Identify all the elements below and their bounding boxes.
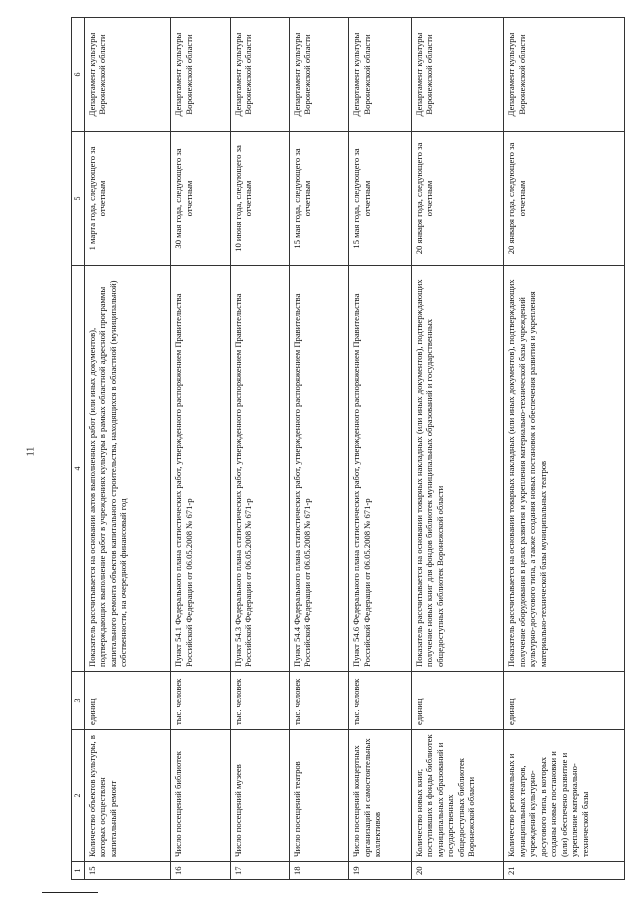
row-number: 19	[349, 862, 412, 880]
table-row	[230, 18, 289, 880]
header-row	[72, 18, 85, 880]
responsible: Департамент культуры Воронежской области	[230, 18, 289, 132]
header-col-5: 5	[72, 132, 85, 266]
unit: тыс. человек	[171, 672, 230, 730]
unit: тыс. человек	[349, 672, 412, 730]
calculation-method: Пункт 54.3 Федерального плана статистических работ, утвержденного распоряжением Правительства Российской Федерации от 06.05.2008 № 671-р	[230, 266, 289, 672]
header-col-4: 4	[72, 266, 85, 672]
deadline: 15 мая года, следующего за отчетным	[289, 132, 348, 266]
indicator-name: Количество новых книг, поступивших в фонды библиотек муниципальных образований и государственных общедоступных библиотек Воронежской области	[411, 730, 504, 862]
row-number: 20	[411, 862, 504, 880]
deadline: 1 марта года, следующего за отчетным	[85, 132, 171, 266]
responsible: Департамент культуры Воронежской области	[85, 18, 171, 132]
indicator-name: Количество региональных и муниципальных театров, учреждений культурно-досугового типа, в которых созданы новые постановки и (или) обеспечено развитие и укрепление материально-технической базы	[504, 730, 625, 862]
indicator-name: Число посещений библиотек	[171, 730, 230, 862]
indicator-name: Число посещений музеев	[230, 730, 289, 862]
unit: единиц	[411, 672, 504, 730]
table-row	[289, 18, 348, 880]
calculation-method: Пункт 54.6 Федерального плана статистических работ, утвержденного распоряжением Правительства Российской Федерации от 06.05.2008 № 671-р	[349, 266, 412, 672]
responsible: Департамент культуры Воронежской области	[289, 18, 348, 132]
row-number: 17	[230, 862, 289, 880]
header-col-1: 1	[72, 862, 85, 880]
table-row	[349, 18, 412, 880]
calculation-method: Пункт 54.1 Федерального плана статистических работ, утвержденного распоряжением Правительства Российской Федерации от 06.05.2008 № 671-р	[171, 266, 230, 672]
footnote-rule	[42, 892, 98, 893]
deadline: 15 мая года, следующего за отчетным	[349, 132, 412, 266]
indicators-table	[71, 17, 625, 880]
row-number: 18	[289, 862, 348, 880]
table-row	[171, 18, 230, 880]
header-col-2: 2	[72, 730, 85, 862]
page-number: 11	[25, 446, 37, 457]
unit: тыс. человек	[289, 672, 348, 730]
responsible: Департамент культуры Воронежской области	[349, 18, 412, 132]
responsible: Департамент культуры Воронежской области	[411, 18, 504, 132]
indicator-name: Число посещений театров	[289, 730, 348, 862]
deadline: 20 января года, следующего за отчетным	[411, 132, 504, 266]
row-number: 16	[171, 862, 230, 880]
indicator-name: Число посещений концертных организаций и самостоятельных коллективов	[349, 730, 412, 862]
responsible: Департамент культуры Воронежской области	[171, 18, 230, 132]
deadline: 30 мая года, следующего за отчетным	[171, 132, 230, 266]
calculation-method: Показатель рассчитывается на основании товарных накладных (или иных документов), подтверждающих получение оборудования в целях развития и укрепления материально-технической базы учреждений культурно-досугового типа, а также создания новых постановок и обеспечения развития и укрепления материально-технической базы муниципальных театров	[504, 266, 625, 672]
indicator-name: Количество объектов культуры, в которых осуществлен капитальный ремонт	[85, 730, 171, 862]
table-row	[411, 18, 504, 880]
unit: тыс. человек	[230, 672, 289, 730]
deadline: 10 июня года, следующего за отчетным	[230, 132, 289, 266]
table-row	[85, 18, 171, 880]
header-col-6: 6	[72, 18, 85, 132]
unit: единиц	[504, 672, 625, 730]
row-number: 15	[85, 862, 171, 880]
calculation-method: Пункт 54.4 Федерального плана статистических работ, утвержденного распоряжением Правительства Российской Федерации от 06.05.2008 № 671-р	[289, 266, 348, 672]
calculation-method: Показатель рассчитывается на основании товарных накладных (или иных документов), подтверждающих получение новых книг для фондов библиотек муниципальных образований и государственных общедоступных библиотек Воронежской области	[411, 266, 504, 672]
table-row	[504, 18, 625, 880]
deadline: 20 января года, следующего за отчетным	[504, 132, 625, 266]
header-col-3: 3	[72, 672, 85, 730]
calculation-method: Показатель рассчитывается на основании актов выполненных работ (или иных документов), подтверждающих выполнение работ в учреждениях культуры в рамках областной адресной программы капитального ремонта объектов капитального строительства, находящихся в областной (муниципальной) собственности, на очередной финансовый год	[85, 266, 171, 672]
responsible: Департамент культуры Воронежской области	[504, 18, 625, 132]
indicators-table-rotated	[71, 18, 625, 880]
unit: единиц	[85, 672, 171, 730]
row-number: 21	[504, 862, 625, 880]
